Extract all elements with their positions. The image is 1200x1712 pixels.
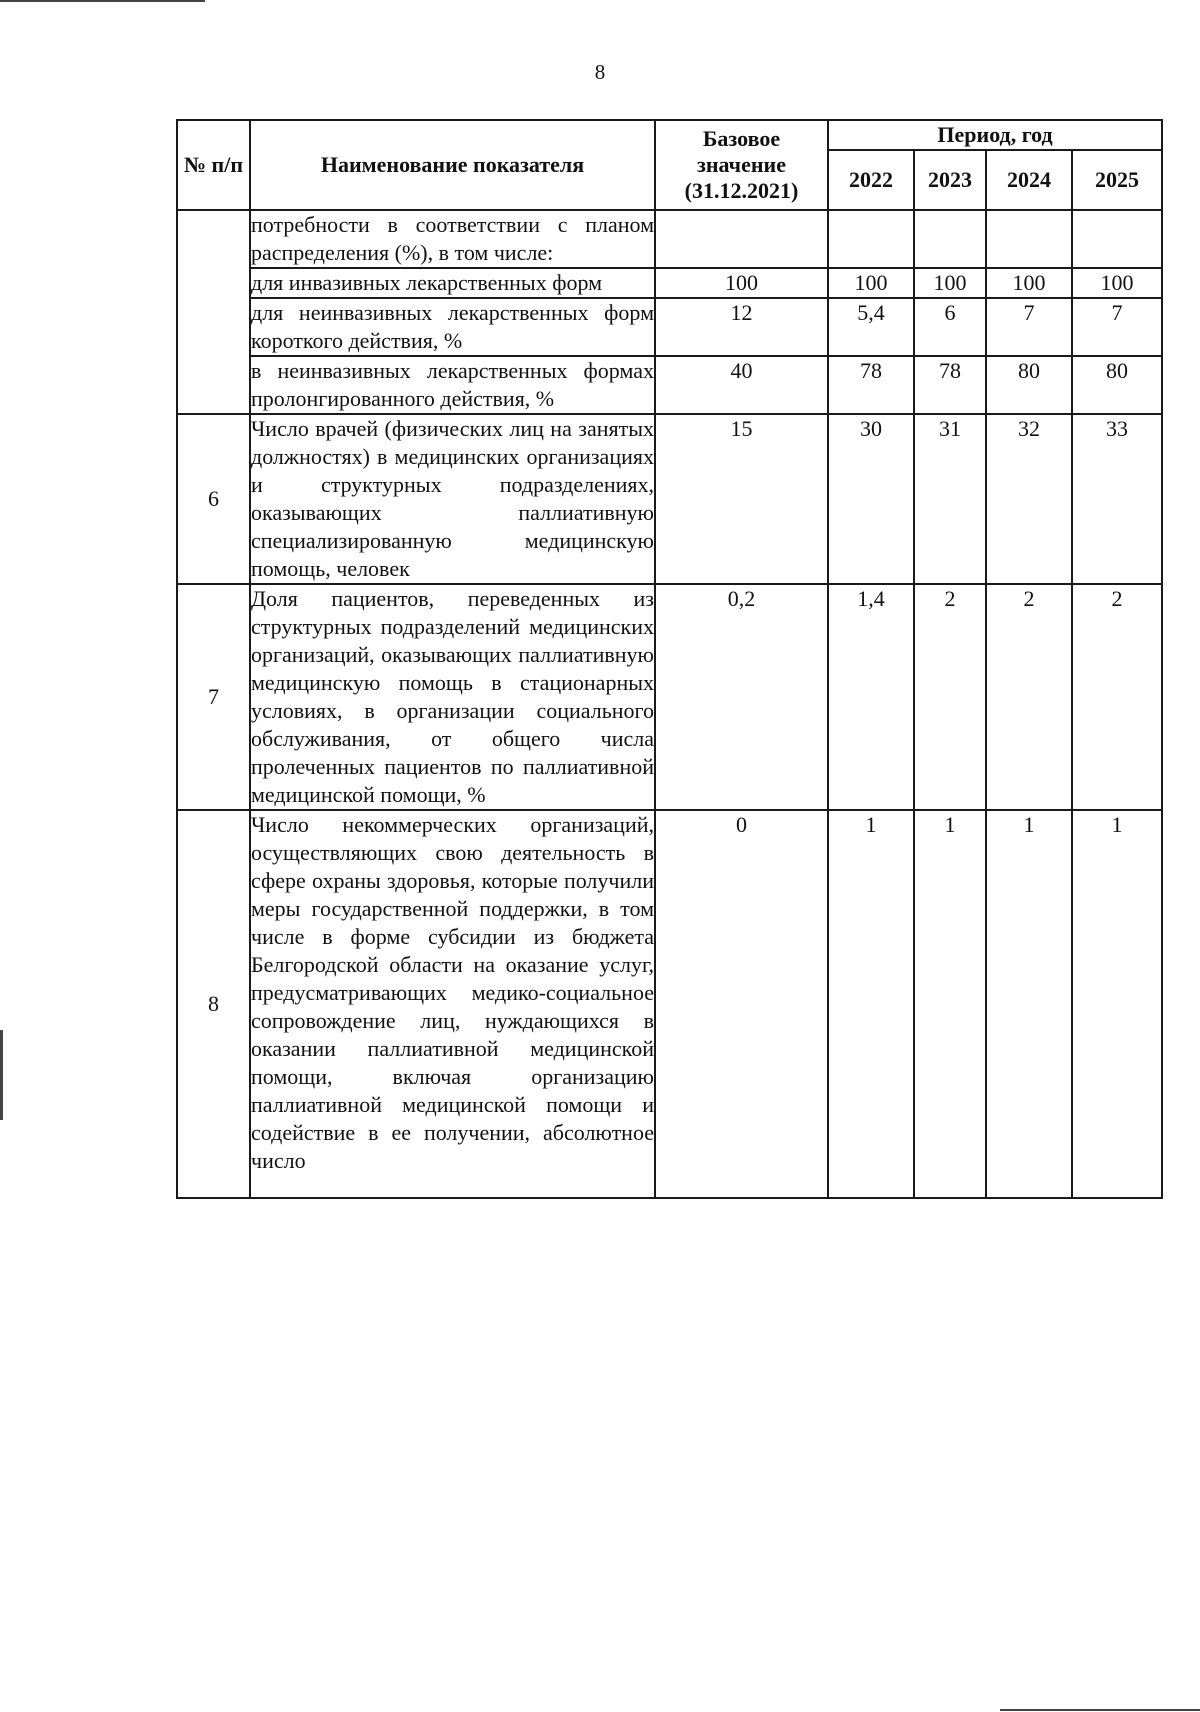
value-2023: 31 bbox=[914, 414, 986, 584]
value-2022: 100 bbox=[828, 268, 914, 298]
value-2023: 1 bbox=[914, 810, 986, 1198]
indicator-name: для неинвазивных лекарственных форм короткого действия, % bbox=[250, 298, 655, 356]
base-value: 0,2 bbox=[655, 584, 828, 810]
table-row bbox=[177, 356, 1162, 414]
indicators-table bbox=[176, 119, 1163, 1199]
value-2022: 1,4 bbox=[828, 584, 914, 810]
value-2024: 2 bbox=[986, 584, 1072, 810]
scan-mark-left-edge bbox=[0, 1030, 3, 1120]
value-2025: 33 bbox=[1072, 414, 1162, 584]
scan-line-top-left bbox=[0, 0, 205, 2]
value-2025 bbox=[1072, 210, 1162, 268]
value-2025: 2 bbox=[1072, 584, 1162, 810]
indicator-name: в неинвазивных лекарственных формах пролонгированного действия, % bbox=[250, 356, 655, 414]
header-period: Период, год bbox=[828, 120, 1162, 150]
row-number: 6 bbox=[177, 414, 250, 584]
value-2023: 100 bbox=[914, 268, 986, 298]
value-2024: 100 bbox=[986, 268, 1072, 298]
table-row bbox=[177, 268, 1162, 298]
header-year-2023: 2023 bbox=[914, 150, 986, 210]
base-value: 100 bbox=[655, 268, 828, 298]
value-2025: 7 bbox=[1072, 298, 1162, 356]
table-row bbox=[177, 584, 1162, 810]
table-row bbox=[177, 414, 1162, 584]
base-value: 15 bbox=[655, 414, 828, 584]
row-number: 8 bbox=[177, 810, 250, 1198]
indicator-name: Число некоммерческих организаций, осуществляющих свою деятельность в сфере охраны здоровья, которые получили меры государственной поддержки, в том числе в форме субсидии из бюджета Белгородской области на оказание услуг, предусматривающих медико-социальное сопровождение лиц, нуждающихся в оказании паллиативной медицинской помощи, включая организацию паллиативной медицинской помощи и содействие в ее получении, абсолютное число bbox=[250, 810, 655, 1198]
indicator-name: для инвазивных лекарственных форм bbox=[250, 268, 655, 298]
row-number bbox=[177, 210, 250, 414]
row-number: 7 bbox=[177, 584, 250, 810]
value-2022: 30 bbox=[828, 414, 914, 584]
base-value: 12 bbox=[655, 298, 828, 356]
value-2024: 1 bbox=[986, 810, 1072, 1198]
value-2024 bbox=[986, 210, 1072, 268]
value-2023: 6 bbox=[914, 298, 986, 356]
header-name: Наименование показателя bbox=[250, 120, 655, 210]
header-year-2025: 2025 bbox=[1072, 150, 1162, 210]
value-2025: 80 bbox=[1072, 356, 1162, 414]
value-2023: 78 bbox=[914, 356, 986, 414]
page-number: 8 bbox=[594, 60, 606, 84]
value-2022: 5,4 bbox=[828, 298, 914, 356]
header-number: № п/п bbox=[177, 120, 250, 210]
indicator-name: Число врачей (физических лиц на занятых должностях) в медицинских организациях и структурных подразделениях, оказывающих паллиативную специализированную медицинскую помощь, человек bbox=[250, 414, 655, 584]
value-2025: 100 bbox=[1072, 268, 1162, 298]
value-2023 bbox=[914, 210, 986, 268]
header-base: Базовое значение (31.12.2021) bbox=[655, 120, 828, 210]
base-value: 40 bbox=[655, 356, 828, 414]
value-2024: 80 bbox=[986, 356, 1072, 414]
header-year-2024: 2024 bbox=[986, 150, 1072, 210]
indicator-name: Доля пациентов, переведенных из структурных подразделений медицинских организаций, оказывающих паллиативную медицинскую помощь в стационарных условиях, в организации социального обслуживания, от общего числа пролеченных пациентов по паллиативной медицинской помощи, % bbox=[250, 584, 655, 810]
scan-line-bottom-right bbox=[1000, 1709, 1200, 1711]
table-row bbox=[177, 810, 1162, 1198]
indicator-name: потребности в соответствии с планом распределения (%), в том числе: bbox=[250, 210, 655, 268]
value-2023: 2 bbox=[914, 584, 986, 810]
table-row bbox=[177, 210, 1162, 268]
table-row bbox=[177, 298, 1162, 356]
base-value bbox=[655, 210, 828, 268]
value-2022 bbox=[828, 210, 914, 268]
value-2025: 1 bbox=[1072, 810, 1162, 1198]
base-value: 0 bbox=[655, 810, 828, 1198]
header-year-2022: 2022 bbox=[828, 150, 914, 210]
value-2024: 7 bbox=[986, 298, 1072, 356]
value-2024: 32 bbox=[986, 414, 1072, 584]
value-2022: 78 bbox=[828, 356, 914, 414]
value-2022: 1 bbox=[828, 810, 914, 1198]
